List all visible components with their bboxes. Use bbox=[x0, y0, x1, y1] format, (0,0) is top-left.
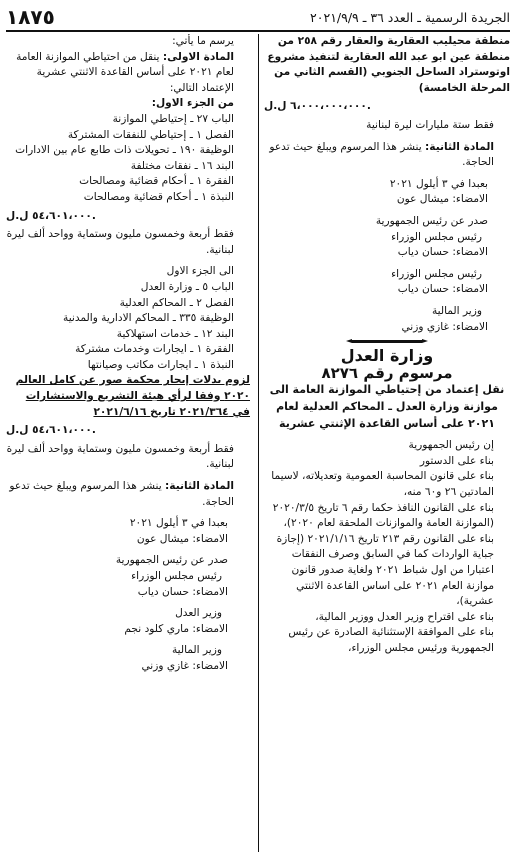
article-1-text: ينقل من احتياطي الموازنة العامة لعام ٢٠٢١ على أساس القاعدة الاثنتي عشرية الإعتماد التالي: bbox=[16, 50, 234, 94]
to-line: الفصل ٢ ـ المحاكم العدلية bbox=[119, 296, 234, 309]
president-signature: الامضاء: ميشال عون bbox=[396, 193, 488, 206]
pm-title: رئيس مجلس الوزراء bbox=[131, 570, 222, 582]
president-signature: الامضاء: ميشال عون bbox=[136, 532, 228, 545]
article-1 bbox=[6, 50, 250, 97]
section-divider bbox=[352, 340, 422, 343]
part-from-heading: من الجزء الاول: bbox=[151, 97, 234, 110]
column-divider bbox=[258, 34, 259, 852]
from-line: البند ١٦ ـ نفقات مختلفة bbox=[130, 159, 234, 172]
article-2-right bbox=[264, 140, 510, 171]
from-line: الفصل ١ ـ إحتياطي للنفقات المشتركة bbox=[67, 128, 234, 141]
to-line: الفقرة ١ ـ ايجارات وخدمات مشتركة bbox=[75, 343, 234, 356]
preamble-line: بناء على الدستور bbox=[419, 454, 494, 467]
to-line: الباب ٥ ـ وزارة العدل bbox=[140, 280, 234, 293]
finance-minister-signature: الامضاء: غازي وزني bbox=[141, 659, 228, 672]
preamble-line: بناء على اقتراح وزير العدل ووزير المالية، bbox=[315, 610, 494, 623]
amount-3-words: فقط أربعة وخمسون مليون وستماية وواحد ألف ليرة لبنانية. bbox=[6, 442, 234, 471]
signing-date: بعبدا في ٣ أيلول ٢٠٢١ bbox=[389, 177, 488, 190]
amount-1: ٦،٠٠٠،٠٠٠،٠٠٠ ل.ل. bbox=[264, 100, 371, 113]
from-line: الوظيفة ١٩٠ ـ تحويلات ذات طابع عام بين الادارات bbox=[15, 144, 234, 157]
pm-signature: الامضاء: حسان دياب bbox=[137, 585, 228, 598]
article-2-left bbox=[6, 479, 250, 510]
finance-minister-title: وزير المالية bbox=[431, 304, 482, 317]
article-1-label: المادة الاولى: bbox=[162, 50, 234, 63]
preamble-line: بناء على قانون المحاسبة العمومية وتعديلاته، لاسيما المادتين ٢٦ و٦٠ منه، bbox=[271, 470, 494, 499]
article-2-label: المادة الثانية: bbox=[165, 480, 234, 493]
signing-date: بعبدا في ٣ أيلول ٢٠٢١ bbox=[129, 517, 228, 530]
finance-minister-title: وزير المالية bbox=[171, 644, 222, 657]
pm-signature-2: الامضاء: حسان دياب bbox=[397, 283, 488, 296]
article-2-label: المادة الثانية: bbox=[425, 140, 494, 153]
justice-minister-title: وزير العدل bbox=[175, 607, 222, 620]
to-line: البند ١٢ ـ خدمات استهلاكية bbox=[116, 327, 234, 340]
preamble-line: إن رئيس الجمهورية bbox=[408, 439, 494, 452]
purpose-paragraph: لزوم بدلات إيجار محكمة صور عن كامل العالم ٢٠٢٠ وفقا لرأي هيئة التشريع والاستشارات في ٢٠٢١/٣٦٤ تاريخ ٢٠٢١/٦/١٦ bbox=[15, 374, 250, 418]
page-number: ١٨٧٥ bbox=[6, 5, 55, 29]
gazette-issue-title: الجريدة الرسمية ـ العدد ٣٦ ـ ٢٠٢١/٩/٩ bbox=[310, 9, 510, 25]
left-column bbox=[6, 34, 250, 856]
from-line: الباب ٢٧ ـ إحتياطي الموازنة bbox=[112, 112, 234, 125]
finance-minister-signature: الامضاء: غازي وزني bbox=[401, 320, 488, 333]
intro-paragraph: منطقة محيليب العقارية والعقار رقم ٢٥٨ من منطقة عين ابو عبد الله العقارية لتنفيذ مشروع اوتوستراد الساحل الجنوبي (القسم الثاني من المرحلة الخامسة) bbox=[267, 35, 510, 94]
amount-2-words: فقط أربعة وخمسون مليون وستماية وواحد ألف ليرة لبنانية. bbox=[6, 228, 234, 256]
amount-1-words: فقط ستة مليارات ليرة لبنانية bbox=[366, 118, 494, 131]
issued-by: صدر عن رئيس الجمهورية bbox=[375, 214, 488, 227]
justice-minister-signature: الامضاء: ماري كلود نجم bbox=[124, 622, 228, 635]
article-2-text: ينشر هذا المرسوم ويبلغ حيث تدعو الحاجة. bbox=[9, 480, 234, 508]
preamble-line: بناء على القانون رقم ٢١٣ تاريخ ٢٠٢١/١/١٦ (إجازة جباية الواردات كما في السابق وصرف النفقات اعتبارا من اول شباط ٢٠٢١ ولغاية صدور قانون موازنة العام ٢٠٢١ على اساس القاعدة الاثنتي عشرية)، bbox=[276, 532, 494, 608]
decree-number: مرسوم رقم ٨٢٧٦ bbox=[321, 363, 453, 382]
from-line: النبذة ١ ـ أحكام قضائية ومصالحات bbox=[83, 190, 234, 203]
header-rule bbox=[6, 30, 510, 32]
pm-title: رئيس مجلس الوزراء bbox=[391, 230, 482, 243]
page-header bbox=[6, 4, 510, 30]
issued-by: صدر عن رئيس الجمهورية bbox=[115, 554, 228, 567]
preamble-line: بناء على القانون النافذ حكما رقم ٦ تاريخ ٢٠٢٠/٣/٥ (الموازنة العامة والموازنات الملحقة لعام ٢٠٢٠)، bbox=[272, 501, 494, 530]
to-line: الوظيفة ٣٣٥ ـ المحاكم الادارية والمدنية bbox=[63, 312, 234, 325]
preamble-line: بناء على الموافقة الإستثنائية الصادرة عن رئيس الجمهورية ورئيس مجلس الوزراء، bbox=[288, 626, 494, 654]
pm-title-2: رئيس مجلس الوزراء bbox=[391, 267, 482, 280]
from-line: الفقرة ١ ـ أحكام قضائية ومصالحات bbox=[79, 175, 234, 188]
right-column bbox=[264, 34, 510, 856]
to-line: النبذة ١ ـ ايجارات مكاتب وصيانتها bbox=[87, 358, 234, 371]
pm-signature: الامضاء: حسان دياب bbox=[397, 246, 488, 259]
amount-3: ٥٤،٦٠١،٠٠٠ ل.ل. bbox=[6, 424, 96, 437]
decrees-line: يرسم ما يأتي: bbox=[172, 35, 234, 47]
part-to-heading: الى الجزء الاول bbox=[166, 265, 234, 278]
article-2-text: ينشر هذا المرسوم ويبلغ حيث تدعو الحاجة. bbox=[269, 140, 494, 169]
amount-2: ٥٤،٦٠١،٠٠٠ ل.ل. bbox=[6, 209, 96, 222]
ministry-heading: وزارة العدل bbox=[340, 346, 434, 366]
decree-title: نقل إعتماد من إحتياطي الموازنة العامة الى موازنة وزارة العدل ـ المحاكم العدلية لعام ٢٠٢١ على أساس القاعدة الإثنتي عشرية bbox=[269, 383, 505, 431]
